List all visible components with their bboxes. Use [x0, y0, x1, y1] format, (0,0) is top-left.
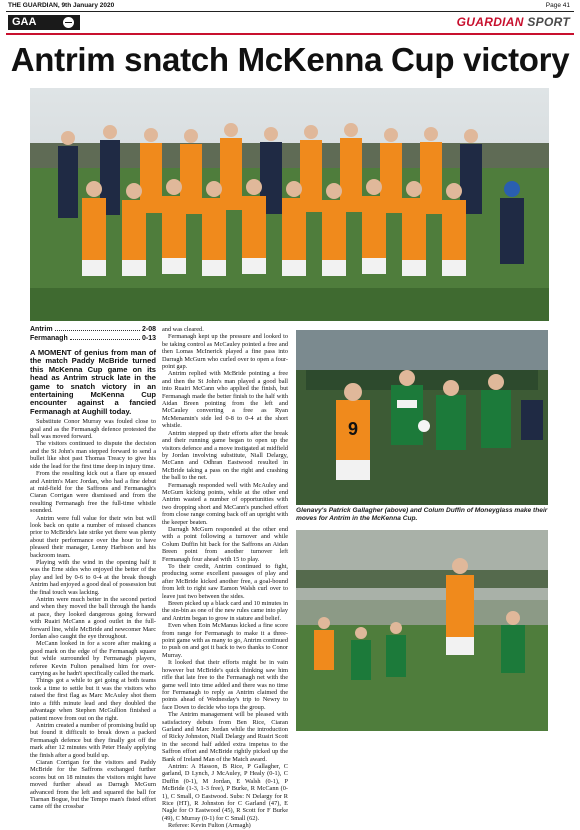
score-row-antrim — [30, 326, 156, 333]
paragraph: Substitute Conor Murray was fouled close to goal and as the Fermanagh defence protested the ball was moved forward. — [30, 418, 156, 441]
score-row-fermanagh — [30, 335, 156, 342]
headline: Antrim snatch McKenna Cup victory — [10, 41, 570, 78]
paragraph: The visitors continued to dispute the decision and the St John's man stepped forward to send a bullet like shot past Thomas Treacy to give his side the lead for the first time deep in injury time. — [30, 440, 156, 470]
article-column-1 — [30, 348, 156, 811]
match-action-graphic-1 — [296, 330, 548, 505]
paragraph: Antrim were full value for their win but will look back on quite a number of missed chances prior to McBride's late strike yet there was plenty about their performance over the hour to have pleased their manager, Lenny Harbison and his backroom team. — [30, 514, 156, 559]
paragraph: From the resulting kick out a flare up ensued and Antrim's Marc Jordan, who had a fine debut at mid-field for the Saffrons and Fermanagh's Ciaran Corrigan were dismissed and from the resulting Fermanagh free the full-time whistle sounded. — [30, 470, 156, 515]
paragraph: Fermanagh kept up the pressure and looked to be taking control as McCauley pointed a free and then Lomas McInerick played a fine pass into Darragh McGurn who curled over to open a four-point gap. — [162, 333, 288, 371]
paragraph: Antrim created a number of promising build up but found it difficult to break down a packed Fermanagh defence but they finally got off the mark after 12 minutes with Peter Healy applying the finish after a good build up. — [30, 721, 156, 759]
paragraph: Fermanagh responded well with McAuley and McGurn kicking points, while at the other end Antrim wasted a number of opportunities with two dropping short and McCann's punched effort from close range coming back off an upright with the keeper beaten. — [162, 481, 288, 526]
section-rule — [6, 33, 574, 35]
team-score: 2-08 — [141, 326, 156, 333]
photo-caption: Glenavy's Patrick Gallagher (above) and Colum Duffin of Moneyglass make their moves for Antrim in the McKenna Cup. — [296, 507, 548, 522]
paragraph: Things got a while to get going at both teams took a time to settle but it was the visitors who raised the first flag as Marc McAuley shot them into a fifth minute lead and they doubled the advantage when Stephen McGullion finished a patient move from out on the right. — [30, 677, 156, 722]
paragraph: It looked that their efforts might be in vain however but McBride's quick thinking saw him rifle that late free to the Fermanagh net with the game well into time added and there was no time for Fermanagh to reply as Antrim claimed the points ahead of Wednesday's trip to Newry to face Down to decide who tops the group. — [162, 659, 288, 711]
team-photo-graphic — [30, 88, 549, 321]
match-action-photo-2 — [296, 530, 548, 731]
team-name: Fermanagh — [30, 335, 68, 342]
ball-icon — [63, 17, 74, 28]
article-column-2 — [162, 326, 288, 830]
gaa-section-logo — [8, 15, 80, 30]
paragraph: Antrim stepped up their efforts after the break and their running game began to open up the visitors defence and a move instigated at midfield by Jordan involving substitute, Niall Delargy, McCann and Odhran Eastwood resulted in McBride taking a pass on the right and crashing the ball to the net. — [162, 429, 288, 482]
paragraph: Playing with the wind in the opening half it was the Erne sides who enjoyed the better of the play and led by 0-6 to 0-4 at the break though Antrim had enjoyed a good deal of possession but the final touch was lacking. — [30, 558, 156, 596]
gaa-label: GAA — [12, 16, 37, 28]
team-photo — [30, 88, 549, 321]
paragraph: Ciaran Corrigan for the visitors and Paddy McBride for the Saffrons exchanged further scores but on 18 minutes the visitors might have moved further ahead as Darragh McGurn advanced from the left and squared the ball for Tiarnan Bogue, but the Tempo man's fisted effort came off the crossbar — [30, 758, 156, 811]
team-name: Antrim — [30, 326, 53, 333]
paragraph: Even when Eoin McManus kicked a fine score from range for Fermanagh to make it a three-point game with as many to go, Antrim continued to push on and got it back to two thanks to Conor Murray. — [162, 622, 288, 659]
paragraph: McCann looked in for a score after making a good mark on the edge of the Fermanagh square but while surrounded by Fermanagh players, referee Kevin Fulton penalised him for over-carrying as he hadn't specifically called the mark. — [30, 640, 156, 678]
article-lead: A MOMENT of genius from man of the match Paddy McBride turned this McKenna Cup game on its head as Antrim struck late in the game to snatch victory in an entertaining McKenna Cup encounter against a fancied Fermanagh at Aughill today. — [30, 348, 156, 416]
paragraph: Antrim were much better in the second period and when they moved the ball through the hands at pace, they looked dangerous going forward with Ruairi McCann a good outlet in the full-forward line, while McBride and newcomer Marc Jordan also caught the eye throughout. — [30, 596, 156, 641]
brand-guardian: GUARDIAN — [456, 15, 524, 29]
header-rule — [6, 11, 574, 12]
paragraph: Referee: Kevin Fulton (Armagh) — [168, 822, 251, 830]
team-score: 0-13 — [141, 335, 156, 342]
brand-sport: SPORT — [527, 15, 570, 29]
paragraph: The Antrim management will be pleased with satisfactory debuts from Ben Rice, Ciaran Garland and Marc Jordan while the introduction of Ricky Johnston, Niall Delargy and Ruairi Scott in the second half added extra impetus to the Saffron effort and McBride rightly picked up the Bank of Ireland Man of the Match award. — [162, 711, 288, 763]
paragraph: Darragh McGurn responded at the other end with a point following a turnover and while Colum Duffin hit back for the Saffrons an Aidan Breen point from another turnover left Fermanagh four ahead with 15 to play. — [162, 525, 288, 563]
match-action-graphic-2 — [296, 530, 548, 731]
newspaper-date: THE GUARDIAN, 9th January 2020 — [8, 2, 115, 9]
paragraph: and was cleared. — [162, 326, 204, 333]
paragraph: Breen picked up a black card and 10 minutes in the sin-bin as one of the new rules came into play and Antrim began to grow in stature and belief. — [162, 600, 288, 622]
match-action-photo-1 — [296, 330, 548, 505]
guardian-sport-logo — [457, 15, 570, 29]
svg-text:9: 9 — [348, 419, 359, 439]
paragraph: Antrim: A Hasson, B Rice, P Gallagher, C garland, D Lynch, J McAuley, P Healy (0-1), C Duffin (0-1), M Jordan, E Walsh (0-1), P McBride (1-3, 1-3 free), P Burke, R McCann (0-1), C Small, O Eastwood. Subs: N Delargy for R Rice (HT), R Johnston for C Garland (47), E Nagle for O Eastwood (45), R Scott for F Burke (49), C Murray (0-1) for C Small (62). — [162, 762, 288, 822]
paragraph: Antrim replied with McBride pointing a free and then the St John's man played a good ball into Ruairi McCann who applied the finish, but Fermanagh made the better finish to the half with Aidan Breen pointing from the left and McCauley converting a free as Ryan McMenamin's side led 0-8 to 0-4 at the short whistle. — [162, 370, 288, 430]
paragraph: To their credit, Antrim continued to fight, producing some excellent passages of play and after McBride kicked another free, a goal-bound from left to right saw Eamon Walsh curl over to leave just two between the sides. — [162, 563, 288, 600]
page-number: Page 41 — [545, 2, 570, 9]
